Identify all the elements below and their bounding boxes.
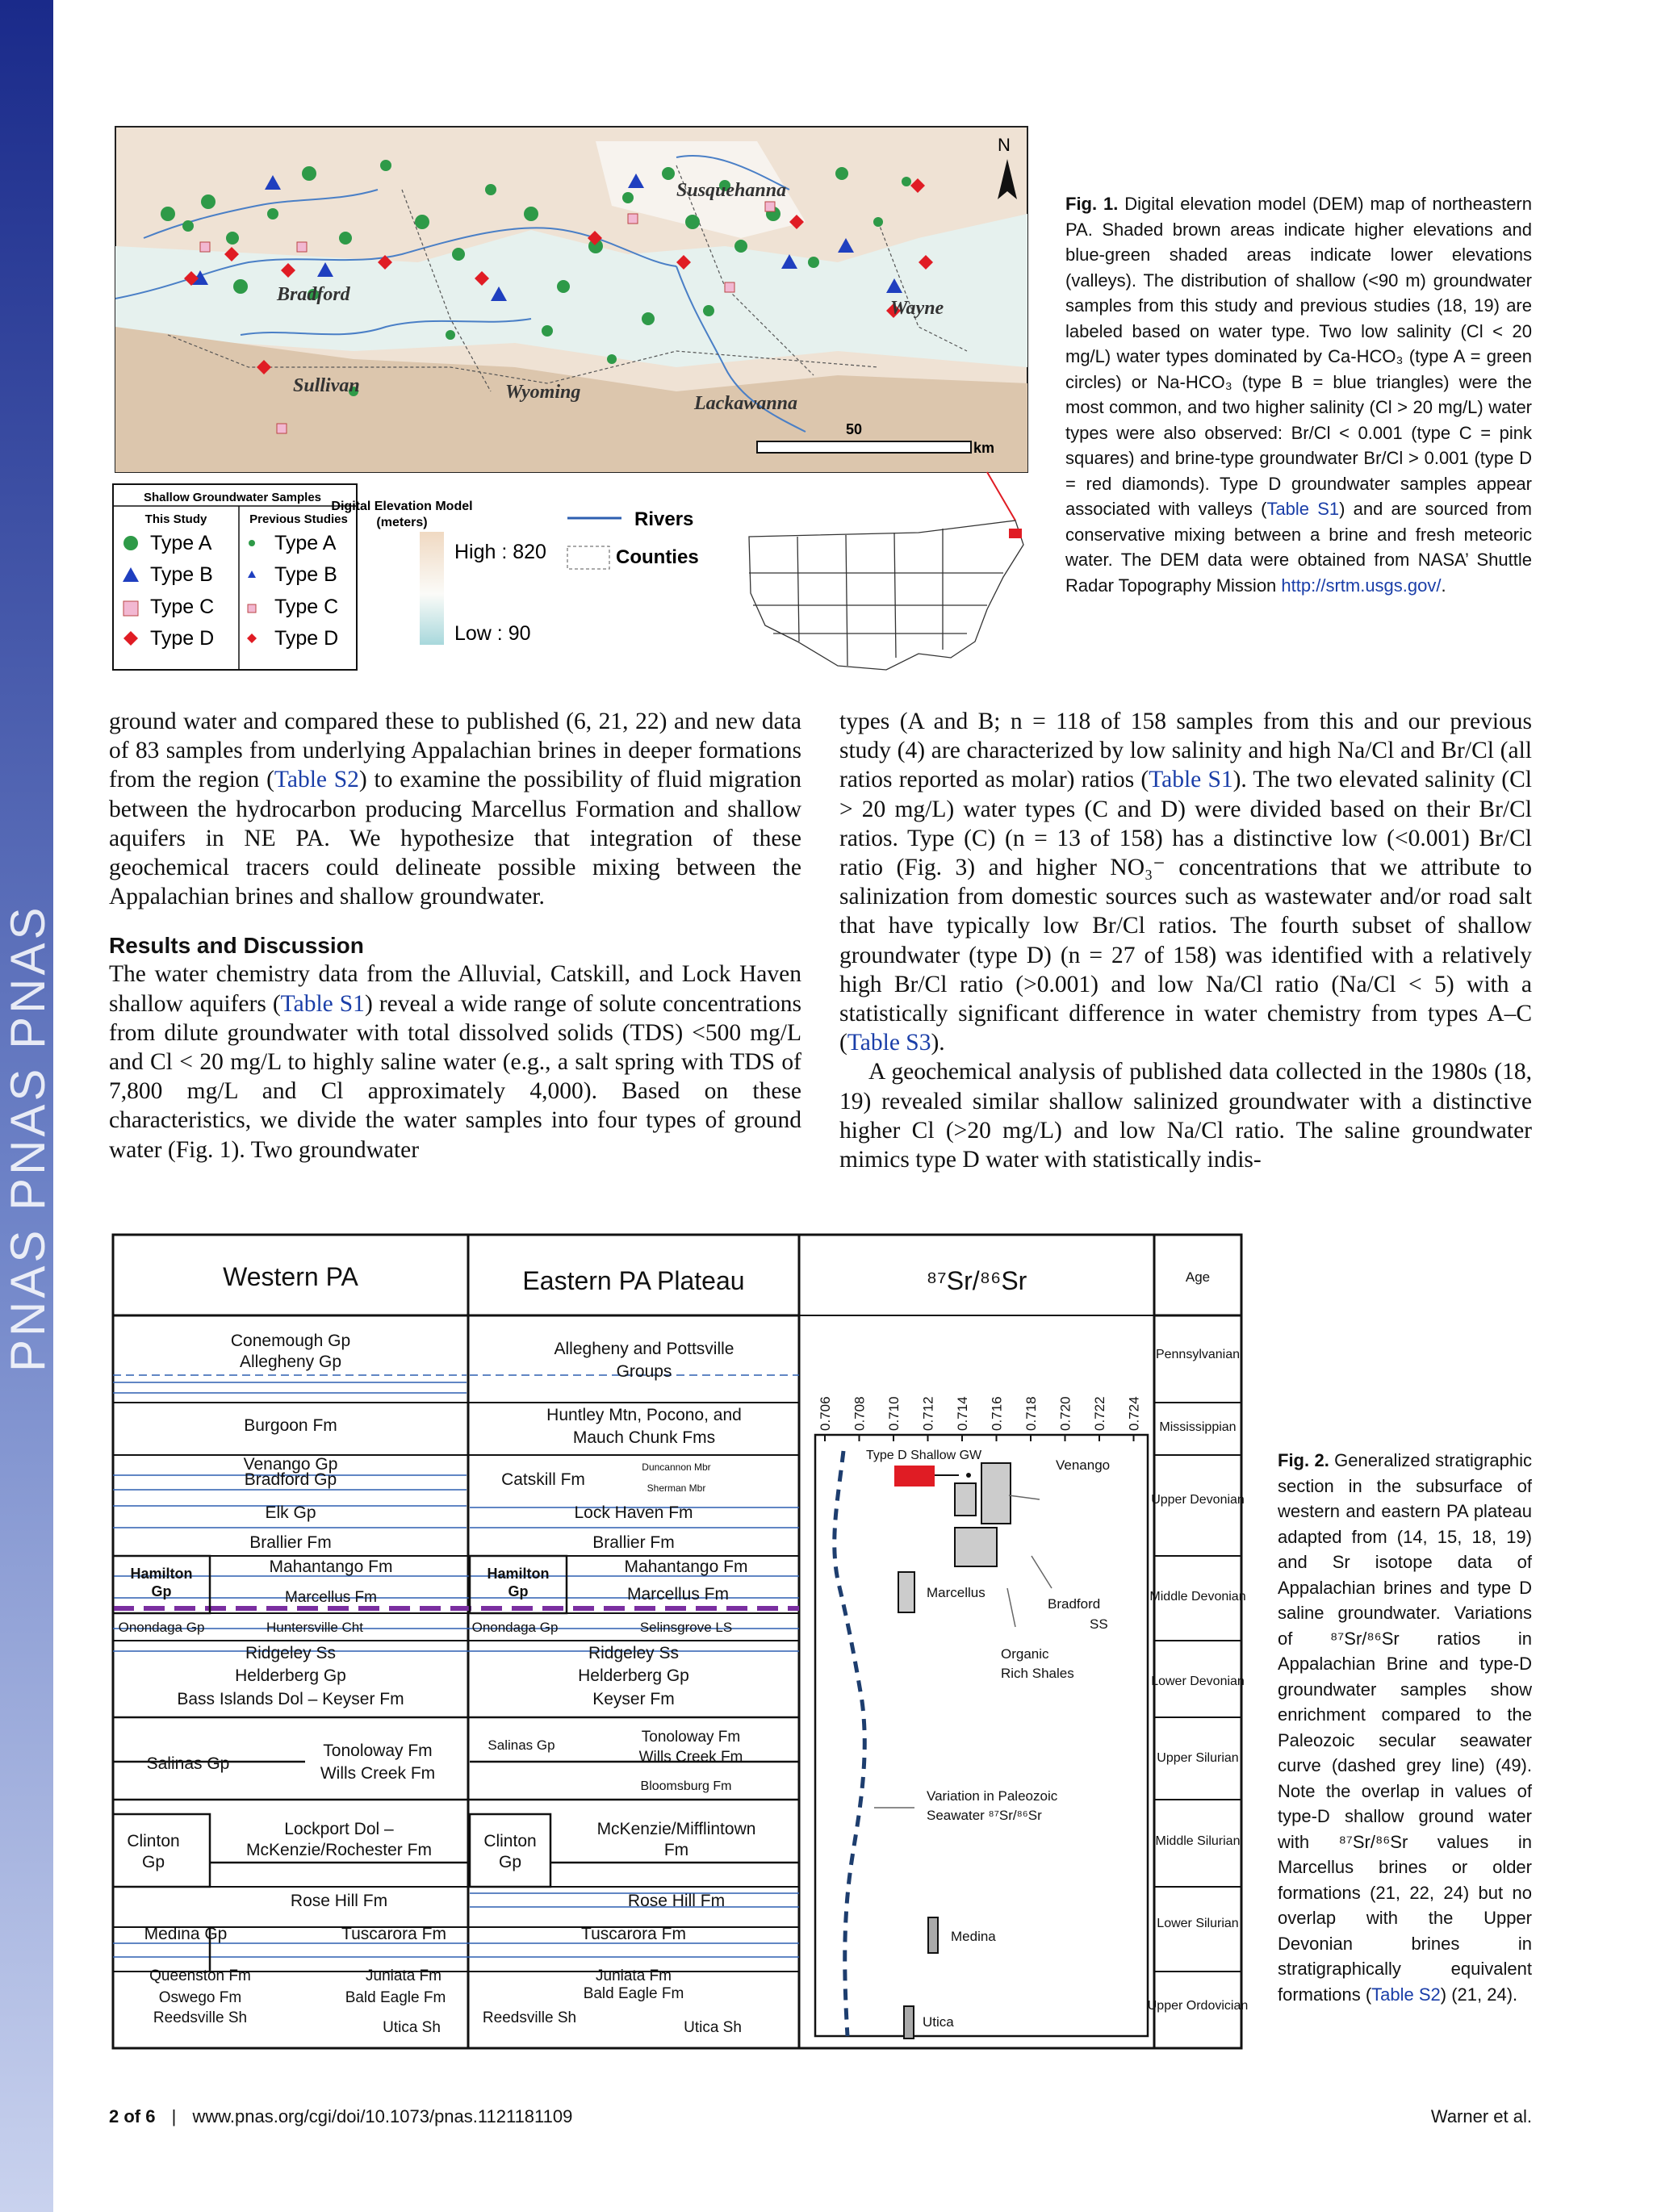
- svg-text:Juniata Fm: Juniata Fm: [366, 1967, 441, 1984]
- svg-text:Gp: Gp: [141, 1853, 165, 1871]
- svg-text:Burgoon Fm: Burgoon Fm: [244, 1416, 337, 1435]
- county-label: Sullivan: [293, 375, 360, 396]
- svg-text:Bald Eagle Fm: Bald Eagle Fm: [583, 1985, 684, 2002]
- sr-tick-label: 0.712: [920, 1396, 936, 1431]
- footer-left: [109, 2106, 572, 2127]
- svg-text:Ridgeley Ss: Ridgeley Ss: [588, 1644, 680, 1662]
- footer-authors: Warner et al.: [1430, 2106, 1532, 2126]
- svg-text:Helderberg Gp: Helderberg Gp: [235, 1666, 346, 1685]
- svg-text:Pennsylvanian: Pennsylvanian: [1155, 1348, 1241, 1361]
- fig2-caption-text: Generalized stratigraphic section in the subsurface of western and eastern PA plateau adapted from (14, 15, 18, 19) and Sr isotope data of Appalachian brines and type D saline groundwater. Variations of ⁸⁷Sr/⁸⁶Sr ratios in Appalachian Brine and type-D groundwater samples show enrichment compared to the Paleozoic secular seawater curve (dashed grey line) (49). Note the overlap in values of type-D shallow ground water with ⁸⁷Sr/⁸⁶Sr values in Marcellus brines or older formations (21, 22, 24) but no overlap with the Upper Devonian brines in stratigraphically equivalent formations (: [1278, 1450, 1532, 2005]
- svg-text:Keyser Fm: Keyser Fm: [592, 1690, 675, 1708]
- svg-text:Wills Creek Fm: Wills Creek Fm: [638, 1749, 743, 1766]
- legend-this-study: This Study: [144, 512, 207, 526]
- sr-tick-label: 0.710: [886, 1396, 902, 1431]
- svg-text:Venango: Venango: [1056, 1457, 1111, 1473]
- svg-text:Oswego Fm: Oswego Fm: [158, 1989, 242, 2006]
- dem-units: (meters): [376, 516, 428, 529]
- svg-text:Salinas Gp: Salinas Gp: [488, 1737, 555, 1753]
- svg-text:Reedsville Sh: Reedsville Sh: [153, 2009, 248, 2026]
- svg-text:Variation in Paleozoic: Variation in Paleozoic: [927, 1788, 1058, 1804]
- legend-prev-type-a: Type A: [274, 532, 337, 554]
- sr-tick-label: 0.708: [852, 1396, 868, 1431]
- svg-text:Mahantango Fm: Mahantango Fm: [624, 1558, 748, 1576]
- header-eastern: Eastern PA Plateau: [522, 1266, 745, 1295]
- legend-title: Shallow Groundwater Samples: [143, 491, 322, 504]
- dem-high: High : 820: [454, 541, 546, 563]
- sr-tick-label: 0.718: [1023, 1396, 1039, 1431]
- figure-1: [111, 125, 1032, 674]
- sr-tick-label: 0.716: [989, 1396, 1005, 1431]
- figure-1-caption: [1065, 191, 1532, 598]
- legend-prev-type-b: Type B: [274, 563, 337, 586]
- svg-text:Lockport Dol –: Lockport Dol –: [284, 1820, 394, 1838]
- svg-text:Brallier Fm: Brallier Fm: [249, 1533, 332, 1552]
- svg-text:Gp: Gp: [508, 1583, 529, 1599]
- sr-tick-label: 0.706: [818, 1396, 833, 1431]
- svg-text:Medina: Medina: [951, 1929, 996, 1944]
- legend-counties: Counties: [616, 546, 699, 568]
- svg-text:Utica Sh: Utica Sh: [383, 2019, 441, 2036]
- svg-text:Tonoloway Fm: Tonoloway Fm: [641, 1729, 741, 1746]
- legend-type-a: Type A: [150, 532, 212, 554]
- svg-text:Utica: Utica: [923, 2014, 954, 2030]
- svg-text:Utica Sh: Utica Sh: [684, 2019, 742, 2036]
- svg-text:Mahantango Fm: Mahantango Fm: [269, 1558, 393, 1576]
- right-paragraph-1: types (A and B; n = 118 of 158 samples from this and our previous study (4) are characterized by low salinity and high Na/Cl and Br/Cl (all ratios reported as molar) ratios (Table S1). The two elevated salinity (Cl > 20 mg/L) water types (C and D) were divided based on their Br/Cl ratios. Type (C) (n = 13 of 158) has a distinctive low (<0.001) Br/Cl ratio (Fig. 3) and higher NO₃⁻ concentrations that we attribute to salinization from domestic sources such as wastewater and/or road salt that have typically low Br/Cl ratios. The fourth subset of shallow groundwater (type D) (n = 27 of 158) was identified with a relatively high Br/Cl ratio (>0.001) and low Na/Cl ratio (Na/Cl < 5) with a statistically significant difference in water chemistry from types A–C (Table S3).: [839, 709, 1533, 1056]
- fig2-caption-end: ) (21, 24).: [1440, 1984, 1518, 2005]
- body-column-right: [839, 707, 1532, 1174]
- dem-title: Digital Elevation Model: [331, 500, 473, 513]
- svg-text:Hamilton: Hamilton: [487, 1566, 550, 1582]
- page-number: 2 of 6: [109, 2106, 156, 2126]
- svg-text:Lower Devonian: Lower Devonian: [1151, 1675, 1245, 1688]
- svg-text:Allegheny Gp: Allegheny Gp: [239, 1353, 342, 1371]
- figure-2: [111, 1233, 1249, 2050]
- svg-text:Salinas Gp: Salinas Gp: [146, 1754, 230, 1773]
- scale-unit: km: [973, 440, 995, 456]
- left-paragraph-2: The water chemistry data from the Alluvial, Catskill, and Lock Haven shallow aquifers (Table S1) reveal a wide range of solute concentrations from dilute groundwater with total dissolved solids (TDS) <500 mg/L and Cl < 20 mg/L to highly saline water (e.g., a salt spring with TDS of 7,800 mg/L and Cl approximately 4,000). Based on these characteristics, we divide the water samples into four types of ground water (Fig. 1). Two groundwater: [109, 961, 801, 1163]
- svg-text:Tuscarora Fm: Tuscarora Fm: [581, 1925, 686, 1943]
- svg-text:Huntersville Cht: Huntersville Cht: [266, 1620, 363, 1635]
- svg-text:Marcellus Fm: Marcellus Fm: [626, 1585, 730, 1604]
- svg-text:Helderberg Gp: Helderberg Gp: [578, 1666, 689, 1685]
- header-western: Western PA: [223, 1262, 358, 1291]
- svg-text:Ridgeley Ss: Ridgeley Ss: [245, 1644, 337, 1662]
- svg-text:Lock Haven Fm: Lock Haven Fm: [574, 1503, 693, 1522]
- fig2-label: Fig. 2.: [1278, 1450, 1329, 1470]
- svg-text:Type D Shallow GW: Type D Shallow GW: [866, 1449, 982, 1462]
- svg-text:Seawater ⁸⁷Sr/⁸⁶Sr: Seawater ⁸⁷Sr/⁸⁶Sr: [927, 1808, 1042, 1823]
- age-labels: [1148, 1348, 1249, 2013]
- svg-text:Bass Islands Dol – Keyser Fm: Bass Islands Dol – Keyser Fm: [177, 1690, 404, 1708]
- journal-sidebar: [0, 0, 53, 2212]
- county-label: Susquehanna: [676, 180, 787, 201]
- sample-legend: [113, 484, 357, 670]
- svg-text:Lower Silurian: Lower Silurian: [1157, 1917, 1239, 1930]
- sr-box-venango: [955, 1483, 976, 1516]
- svg-text:Fm: Fm: [663, 1841, 689, 1859]
- figure-2-caption: [1278, 1448, 1532, 2007]
- svg-text:Tonoloway Fm: Tonoloway Fm: [323, 1742, 433, 1760]
- svg-text:Conemough Gp: Conemough Gp: [230, 1332, 351, 1350]
- inset-pointer: [987, 472, 1015, 521]
- legend-type-c: Type C: [150, 596, 215, 618]
- svg-text:Bradford: Bradford: [1048, 1596, 1101, 1612]
- sr-tick-label: 0.724: [1126, 1396, 1142, 1431]
- svg-text:Allegheny and Pottsville: Allegheny and Pottsville: [554, 1340, 734, 1358]
- sr-box-marcellus: [898, 1572, 914, 1612]
- svg-text:Upper Devonian: Upper Devonian: [1151, 1493, 1245, 1507]
- scale-value: 50: [846, 421, 863, 437]
- svg-text:Mississippian: Mississippian: [1159, 1420, 1237, 1434]
- svg-text:Middle Silurian: Middle Silurian: [1155, 1834, 1241, 1848]
- legend-prev-type-c: Type C: [274, 596, 339, 618]
- svg-text:Tuscarora Fm: Tuscarora Fm: [341, 1925, 446, 1943]
- journal-brand: PNAS PNAS PNAS: [1, 904, 55, 1372]
- svg-text:Elk Gp: Elk Gp: [265, 1503, 316, 1522]
- svg-text:Marcellus Fm: Marcellus Fm: [284, 1589, 378, 1606]
- svg-text:Huntley Mtn, Pocono, and: Huntley Mtn, Pocono, and: [546, 1406, 742, 1424]
- north-label: N: [998, 135, 1011, 155]
- sr-tick-label: 0.720: [1057, 1396, 1073, 1431]
- svg-text:Hamilton: Hamilton: [130, 1566, 193, 1582]
- table-s2-link[interactable]: Table S2: [274, 767, 359, 793]
- legend-type-d: Type D: [150, 627, 215, 650]
- body-column-left: [109, 707, 801, 1165]
- svg-text:Catskill Fm: Catskill Fm: [501, 1470, 585, 1489]
- svg-text:Upper Ordovician: Upper Ordovician: [1147, 1999, 1249, 2013]
- doi-link[interactable]: www.pnas.org/cgi/doi/10.1073/pnas.1121181109: [192, 2106, 573, 2126]
- fig1-table-s1-link[interactable]: Table S1: [1266, 499, 1340, 519]
- svg-text:Mauch Chunk Fms: Mauch Chunk Fms: [572, 1428, 716, 1447]
- svg-text:Selinsgrove LS: Selinsgrove LS: [639, 1620, 733, 1635]
- svg-text:McKenzie/Rochester Fm: McKenzie/Rochester Fm: [246, 1841, 432, 1859]
- svg-text:Onondaga Gp: Onondaga Gp: [471, 1620, 559, 1635]
- svg-text:Bradford Gp: Bradford Gp: [244, 1470, 337, 1489]
- strat-headers: [223, 1262, 1210, 1295]
- legend-prev-type-d: Type D: [274, 627, 339, 650]
- legend-type-b: Type B: [150, 563, 213, 586]
- svg-text:Rose Hill Fm: Rose Hill Fm: [290, 1892, 388, 1910]
- svg-text:Groups: Groups: [616, 1362, 672, 1381]
- svg-text:Upper Silurian: Upper Silurian: [1157, 1751, 1239, 1765]
- legend-previous: Previous Studies: [249, 512, 348, 526]
- svg-text:Marcellus: Marcellus: [927, 1585, 986, 1600]
- svg-text:Gp: Gp: [151, 1583, 172, 1599]
- svg-text:Venango Gp: Venango Gp: [243, 1455, 338, 1474]
- header-age: Age: [1185, 1269, 1211, 1285]
- sr-tick-label: 0.722: [1092, 1396, 1107, 1431]
- svg-text:Onondaga Gp: Onondaga Gp: [118, 1620, 205, 1635]
- fig1-caption-text2: ) and are sourced from conservative mixing between a brine and fresh meteoric water. The DEM data were obtained from NASA’ Shuttle Radar Topography Mission: [1065, 499, 1532, 596]
- section-heading: Results and Discussion: [109, 933, 364, 959]
- svg-text:SS: SS: [1090, 1616, 1108, 1632]
- right-paragraph-2: A geochemical analysis of published data collected in the 1980s (18, 19) revealed similar shallow salinized groundwater with a distinctive higher Cl (>20 mg/L) and low Na/Cl ratio. The saline groundwater mimics type D water with statistically indis-: [839, 1059, 1532, 1173]
- sr-tick-label: 0.714: [955, 1396, 970, 1431]
- table-s1-link[interactable]: Table S1: [280, 990, 365, 1017]
- fig1-caption-text: Digital elevation model (DEM) map of northeastern PA. Shaded brown areas indicate higher elevations and blue-green shaded areas indicate lower elevations (valleys). The distribution of shallow (<90 m) groundwater samples from this study and previous studies (18, 19) are labeled based on water type. Two low salinity (Cl < 20 mg/L) water types dominated by Ca-HCO₃ (type A = green circles) or Na-HCO₃ (type B = blue triangles) were the most common, and two higher salinity (Cl > 20 mg/L) water types were also observed: Br/Cl < 0.001 (type C = pink squares) and brine-type groundwater Br/Cl > 0.001 (type D = red diamonds). Type D groundwater samples appear associated with valleys (: [1065, 194, 1532, 519]
- county-label: Bradford: [277, 284, 350, 305]
- left-paragraph-1: ground water and compared these to published (6, 21, 22) and new data of 83 samples from underlying Appalachian brines in deeper formations from the region (Table S2) to examine the possibility of fluid migration between the hydrocarbon producing Marcellus Formation and shallow aquifers in NE PA. We hypothesize that integration of these geochemical tracers could delineate possible mixing between the Appalachian brines and shallow groundwater.: [109, 709, 801, 910]
- journal-brand-strip: [1, 161, 55, 1372]
- fig1-caption-end: .: [1441, 575, 1446, 596]
- fig1-label: Fig. 1.: [1065, 194, 1119, 214]
- svg-text:Bloomsburg Fm: Bloomsburg Fm: [640, 1779, 732, 1793]
- svg-text:Middle Devonian: Middle Devonian: [1149, 1590, 1246, 1604]
- svg-text:Rose Hill Fm: Rose Hill Fm: [627, 1892, 726, 1910]
- dem-legend: [331, 500, 698, 645]
- table-s1-link-right[interactable]: Table S1: [1149, 767, 1233, 793]
- svg-text:Organic: Organic: [1001, 1646, 1049, 1662]
- county-label: Wyoming: [505, 382, 581, 403]
- fig2-table-s2-link[interactable]: Table S2: [1371, 1984, 1441, 2005]
- eastern-column: [472, 1340, 756, 2036]
- header-sr: ⁸⁷Sr/⁸⁶Sr: [926, 1266, 1027, 1295]
- sr-box-upper-devonian: [981, 1463, 1011, 1524]
- srtm-link[interactable]: http://srtm.usgs.gov/: [1281, 575, 1442, 596]
- svg-text:Queenston Fm: Queenston Fm: [149, 1967, 251, 1984]
- table-s3-link[interactable]: Table S3: [847, 1030, 931, 1056]
- sr-box-medina: [928, 1917, 938, 1953]
- county-label: Lackawanna: [694, 393, 798, 414]
- sr-box-utica: [904, 2006, 914, 2038]
- svg-text:McKenzie/Mifflintown: McKenzie/Mifflintown: [596, 1820, 756, 1838]
- svg-text:Clinton: Clinton: [483, 1832, 537, 1850]
- svg-text:Gp: Gp: [498, 1853, 522, 1871]
- svg-text:Rich Shales: Rich Shales: [1001, 1666, 1074, 1681]
- dem-low: Low : 90: [454, 622, 531, 645]
- svg-text:Wills Creek Fm: Wills Creek Fm: [320, 1764, 436, 1783]
- us-inset-map: [749, 521, 1023, 670]
- western-column: [119, 1332, 446, 2036]
- county-label: Wayne: [890, 298, 944, 319]
- svg-text:Brallier Fm: Brallier Fm: [592, 1533, 675, 1552]
- legend-rivers: Rivers: [634, 508, 694, 530]
- footer-separator: |: [171, 2106, 177, 2126]
- sr-panel: [815, 1396, 1148, 2038]
- sr-box-bradford: [955, 1528, 997, 1566]
- svg-text:Clinton: Clinton: [127, 1832, 180, 1850]
- svg-text:Bald Eagle Fm: Bald Eagle Fm: [345, 1989, 446, 2006]
- svg-text:Reedsville Sh: Reedsville Sh: [482, 2009, 577, 2026]
- svg-text:Duncannon Mbr: Duncannon Mbr: [642, 1461, 711, 1473]
- seawater-curve: [835, 1451, 864, 2036]
- svg-text:Juniata Fm: Juniata Fm: [596, 1967, 672, 1984]
- svg-text:Medina Gp: Medina Gp: [144, 1925, 228, 1943]
- svg-text:Sherman Mbr: Sherman Mbr: [647, 1482, 706, 1494]
